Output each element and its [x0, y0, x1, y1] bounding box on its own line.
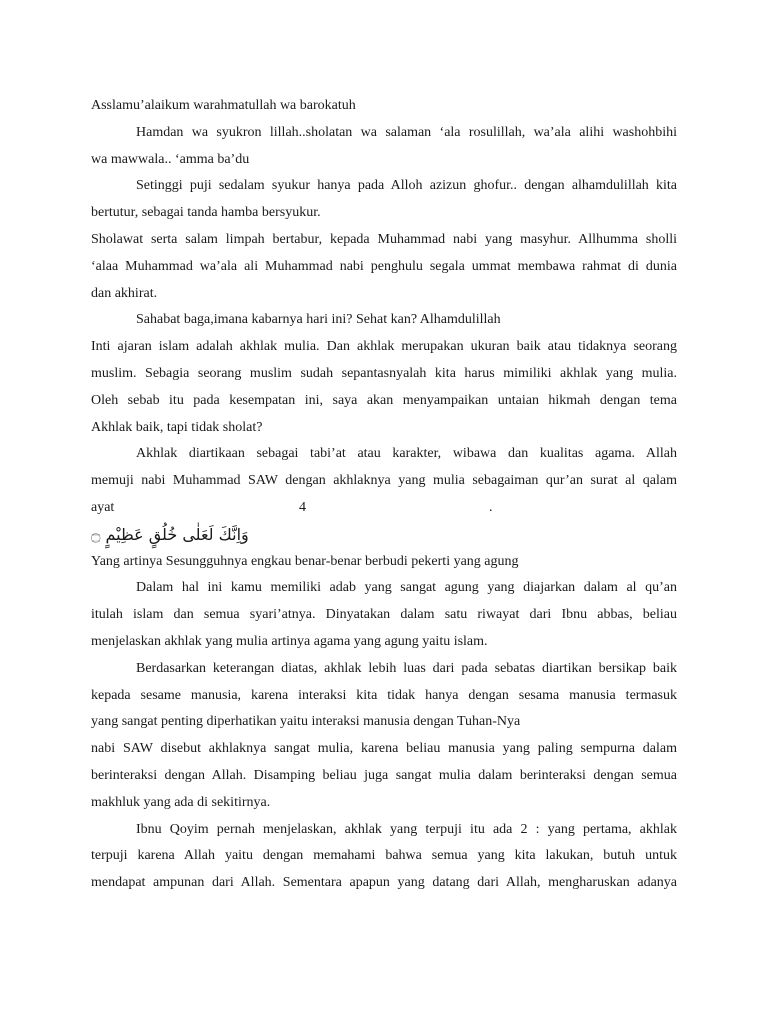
paragraph-line: kepada sesame manusia, karena interaksi kita tidak hanya dengan sesama manusia termasuk: [91, 687, 677, 703]
arabic-verse-line: [91, 522, 677, 549]
paragraph-line: Berdasarkan keterangan diatas, akhlak lebih luas dari pada sebatas diartikan bersikap baik: [136, 660, 677, 676]
ayat-period: .: [489, 499, 493, 515]
paragraph-line: Akhlak diartikaan sebagai tabi’at atau karakter, wibawa dan kualitas agama. Allah: [136, 446, 677, 462]
document-body: [91, 93, 677, 897]
arabic-verse: وَاِنَّكَ لَعَلٰى خُلُقٍ عَظِيْمٍ ۝: [91, 524, 249, 544]
ayat-word: ayat: [91, 499, 115, 515]
paragraph-line: berinteraksi dengan Allah. Disamping beliau juga sangat mulia dalam berinteraksi dengan semua: [91, 767, 677, 783]
paragraph-line: Dalam hal ini kamu memiliki adab yang sangat agung yang diajarkan dalam al qu’an: [136, 580, 677, 596]
paragraph-line: wa mawwala.. ‘amma ba’du: [91, 151, 250, 167]
ayat-number: 4: [299, 499, 306, 515]
paragraph-line: Setinggi puji sedalam syukur hanya pada Alloh azizun ghofur.. dengan alhamdulillah kita: [136, 178, 677, 194]
paragraph-line: Akhlak baik, tapi tidak sholat?: [91, 419, 263, 435]
translation-line: Yang artinya Sesungguhnya engkau benar-benar berbudi pekerti yang agung: [91, 553, 519, 569]
paragraph-line: nabi SAW disebut akhlaknya sangat mulia, karena beliau manusia yang paling sempurna dalam: [91, 741, 677, 757]
paragraph-line: dan akhirat.: [91, 285, 158, 301]
paragraph-line: memuji nabi Muhammad SAW dengan akhlaknya yang mulia sebagaiman qur’an surat al qalam: [91, 473, 677, 489]
paragraph-line: terpuji karena Allah yaitu dengan memahami bahwa semua yang kita lakukan, butuh untuk: [91, 848, 677, 864]
paragraph-line: Sahabat baga,imana kabarnya hari ini? Sehat kan? Alhamdulillah: [136, 312, 501, 328]
ayat-reference-line: [91, 495, 677, 522]
paragraph-line: itulah islam dan semua syari’atnya. Dinyatakan dalam satu riwayat dari Ibnu abbas, beliau: [91, 607, 677, 623]
paragraph-line: Oleh sebab itu pada kesempatan ini, saya akan menyampaikan untaian hikmah dengan tema: [91, 392, 677, 408]
paragraph-line: mendapat ampunan dari Allah. Sementara apapun yang datang dari Allah, mengharuskan adanya: [91, 875, 677, 891]
paragraph-line: Inti ajaran islam adalah akhlak mulia. Dan akhlak merupakan ukuran baik atau tidaknya seorang: [91, 339, 677, 355]
paragraph-line: ‘alaa Muhammad wa’ala ali Muhammad nabi penghulu segala ummat membawa rahmat di dunia: [91, 258, 677, 274]
paragraph-line: Sholawat serta salam limpah bertabur, kepada Muhammad nabi yang masyhur. Allhumma sholli: [91, 231, 677, 247]
greeting-line: Asslamu’alaikum warahmatullah wa barokatuh: [91, 98, 356, 113]
paragraph-line: menjelaskan akhlak yang mulia artinya agama yang agung yaitu islam.: [91, 633, 488, 649]
paragraph-line: makhluk yang ada di sekitirnya.: [91, 794, 271, 810]
paragraph-line: yang sangat penting diperhatikan yaitu interaksi manusia dengan Tuhan-Nya: [91, 714, 521, 730]
paragraph-line: Ibnu Qoyim pernah menjelaskan, akhlak yang terpuji itu ada 2 : yang pertama, akhlak: [136, 821, 677, 837]
paragraph-line: bertutur, sebagai tanda hamba bersyukur.: [91, 205, 321, 221]
paragraph-line: muslim. Sebagia seorang muslim sudah sepantasnyalah kita harus mimiliki akhlak yang mulia.: [91, 365, 677, 381]
paragraph-line: Hamdan wa syukron lillah..sholatan wa salaman ‘ala rosulillah, wa’ala alihi washohbihi: [136, 124, 677, 140]
